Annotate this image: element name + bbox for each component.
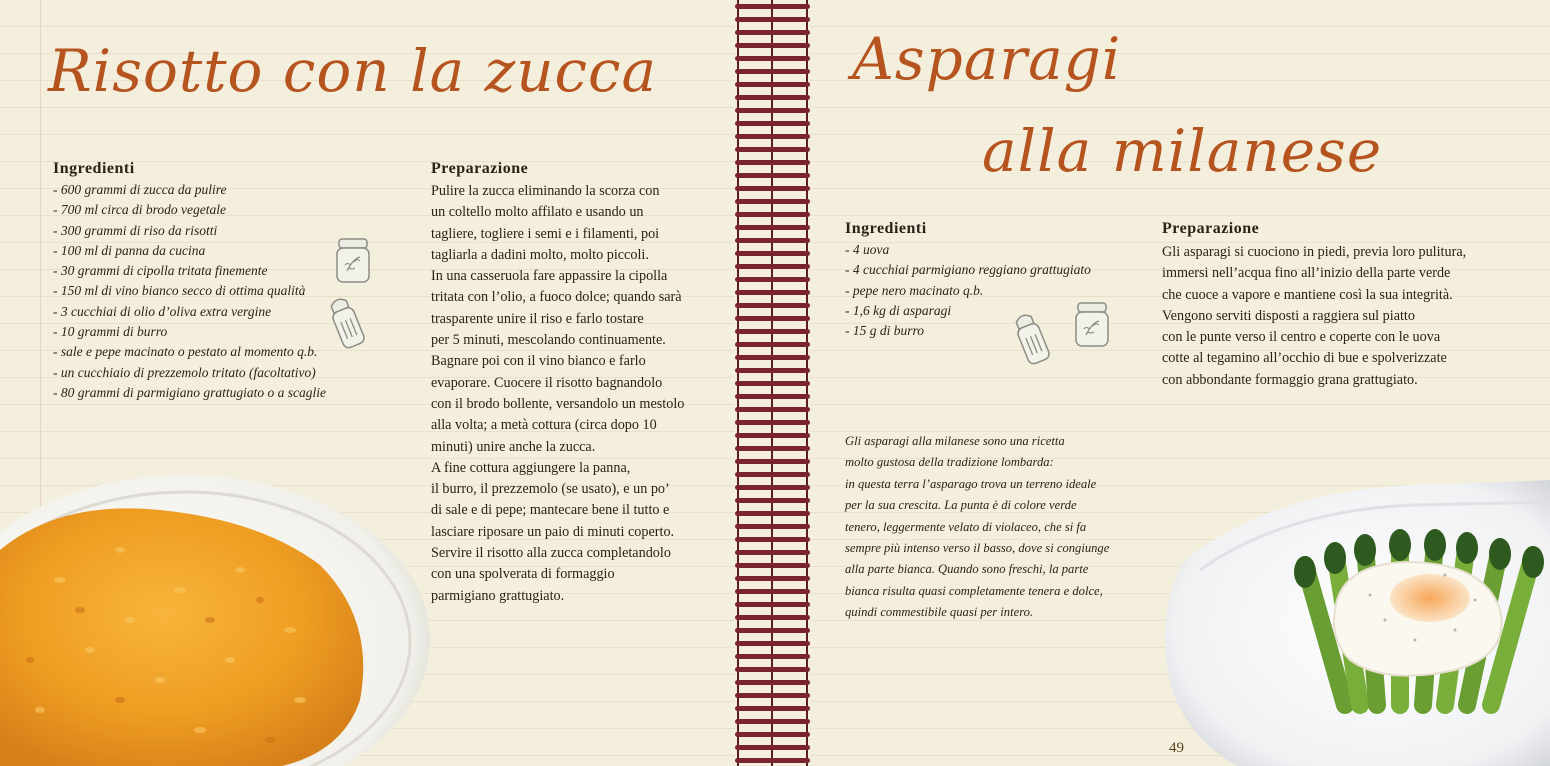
risotto-plate-image bbox=[0, 470, 430, 766]
text-line: - 100 ml di panna da cucina bbox=[53, 242, 206, 258]
text-line: - 700 ml circa di brodo vegetale bbox=[53, 202, 226, 218]
page-number: 49 bbox=[1169, 740, 1184, 756]
text-line: con abbondante formaggio grana grattugiato. bbox=[1162, 371, 1418, 388]
binding-stripe bbox=[735, 17, 810, 22]
text-line: di sale e di pepe; mantecare bene il tutto e bbox=[431, 502, 670, 519]
binding-stripe bbox=[735, 433, 810, 438]
text-line: con il brodo bollente, versandolo un mestolo bbox=[431, 395, 685, 412]
text-line: - 600 grammi di zucca da pulire bbox=[53, 182, 227, 197]
binding-stripe bbox=[735, 82, 810, 87]
text-line: alla volta; a metà cottura (circa dopo 10 bbox=[431, 417, 657, 434]
right-ingredients-heading: Ingredienti bbox=[845, 220, 927, 237]
binding-stripe bbox=[735, 485, 810, 490]
binding-stripes bbox=[735, 0, 810, 766]
binding-stripe bbox=[735, 758, 810, 763]
binding-stripe bbox=[735, 368, 810, 373]
binding-stripe bbox=[735, 43, 810, 48]
binding-stripe bbox=[735, 420, 810, 425]
binding-stripe bbox=[735, 108, 810, 113]
binding-stripe bbox=[735, 238, 810, 243]
binding-stripe bbox=[735, 251, 810, 256]
binding-stripe bbox=[735, 212, 810, 217]
text-line: che cuoce a vapore e mantiene così la sua integrità. bbox=[1162, 286, 1453, 303]
right-recipe-title-line-2: alla milanese bbox=[982, 117, 1383, 185]
text-line: Pulire la zucca eliminando la scorza con bbox=[431, 183, 660, 199]
binding-stripe bbox=[735, 719, 810, 724]
text-line: - 3 cucchiai di olio d’oliva extra vergine bbox=[53, 303, 272, 319]
binding-stripe bbox=[735, 563, 810, 568]
text-line: bianca risulta quasi completamente tenera e dolce, bbox=[845, 583, 1103, 598]
salt-shaker-icon bbox=[1008, 312, 1056, 368]
binding-stripe bbox=[735, 303, 810, 308]
binding-stripe bbox=[735, 121, 810, 126]
binding-stripe bbox=[735, 706, 810, 711]
text-line: In una casseruola fare appassire la cipolla bbox=[431, 268, 668, 285]
text-line: sempre più intenso verso il basso, dove si congiunge bbox=[845, 541, 1110, 556]
binding-stripe bbox=[735, 225, 810, 230]
binding-stripe bbox=[735, 680, 810, 685]
text-line: per la sua crescita. La punta è di colore verde bbox=[845, 498, 1077, 513]
binding-stripe bbox=[735, 550, 810, 555]
binding-stripe bbox=[735, 628, 810, 633]
binding-stripe bbox=[735, 199, 810, 204]
left-ingredients-heading: Ingredienti bbox=[53, 160, 135, 177]
left-preparation-heading: Preparazione bbox=[431, 160, 529, 177]
herb-jar-icon bbox=[1072, 301, 1112, 349]
left-ingredients-list bbox=[53, 180, 393, 403]
text-line: quindi commestibile quasi per intero. bbox=[845, 605, 1034, 620]
binding-stripe bbox=[735, 186, 810, 191]
binding-stripe bbox=[735, 667, 810, 672]
binding-stripe bbox=[735, 173, 810, 178]
binding-stripe bbox=[735, 95, 810, 100]
text-line: - 15 g di burro bbox=[845, 323, 925, 339]
text-line: con le punte verso il centro e coperte con le uova bbox=[1162, 329, 1441, 346]
binding-stripe bbox=[735, 30, 810, 35]
left-preparation-text bbox=[431, 181, 721, 607]
text-line: un coltello molto affilato e usando un bbox=[431, 204, 644, 221]
left-page bbox=[0, 0, 735, 766]
binding-stripe bbox=[735, 290, 810, 295]
text-line: cotte al tegamino all’occhio di bue e spolverizzate bbox=[1162, 350, 1447, 367]
binding-stripe bbox=[735, 56, 810, 61]
binding-stripe bbox=[735, 407, 810, 412]
binding-stripe bbox=[735, 654, 810, 659]
right-page bbox=[810, 0, 1550, 766]
book-spine bbox=[735, 0, 810, 766]
binding-stripe bbox=[735, 147, 810, 152]
text-line: - un cucchiaio di prezzemolo tritato (facoltativo) bbox=[53, 364, 316, 380]
text-line: tenero, leggermente velato di violaceo, che si fa bbox=[845, 519, 1087, 534]
text-line: evaporare. Cuocere il risotto bagnandolo bbox=[431, 374, 663, 391]
text-line: Gli asparagi si cuociono in piedi, previa loro pulitura, bbox=[1162, 244, 1467, 260]
text-line: - 10 grammi di burro bbox=[53, 324, 168, 340]
right-recipe-title-line-1: Asparagi bbox=[852, 25, 1122, 93]
binding-stripe bbox=[735, 264, 810, 269]
right-preparation-text bbox=[1162, 242, 1532, 391]
binding-stripe bbox=[735, 693, 810, 698]
text-line: Bagnare poi con il vino bianco e farlo bbox=[431, 353, 646, 370]
binding-stripe bbox=[735, 342, 810, 347]
salt-shaker-icon bbox=[323, 296, 371, 352]
text-line: - 80 grammi di parmigiano grattugiato o a scaglie bbox=[53, 384, 326, 400]
right-preparation-heading: Preparazione bbox=[1162, 220, 1260, 237]
binding-stripe bbox=[735, 511, 810, 516]
binding-stripe bbox=[735, 394, 810, 399]
text-line: tritata con l’olio, a fuoco dolce; quando sarà bbox=[431, 289, 682, 306]
binding-stripe bbox=[735, 459, 810, 464]
binding-stripe bbox=[735, 732, 810, 737]
binding-stripe bbox=[735, 537, 810, 542]
text-line: tagliarla a dadini molto, molto piccoli. bbox=[431, 246, 649, 263]
text-line: Gli asparagi alla milanese sono una ricetta bbox=[845, 434, 1065, 448]
text-line: - 4 cucchiai parmigiano reggiano grattugiato bbox=[845, 262, 1091, 278]
binding-stripe bbox=[735, 589, 810, 594]
text-line: trasparente unire il riso e farlo tostare bbox=[431, 310, 644, 327]
text-line: molto gustosa della tradizione lombarda: bbox=[845, 455, 1054, 470]
binding-stripe bbox=[735, 576, 810, 581]
right-note-text bbox=[845, 431, 1145, 624]
text-line: - 4 uova bbox=[845, 242, 890, 257]
binding-stripe bbox=[735, 472, 810, 477]
text-line: - pepe nero macinato q.b. bbox=[845, 282, 984, 298]
binding-stripe bbox=[735, 316, 810, 321]
binding-stripe bbox=[735, 4, 810, 9]
binding-stripe bbox=[735, 524, 810, 529]
binding-stripe bbox=[735, 446, 810, 451]
binding-stripe bbox=[735, 745, 810, 750]
text-line: il burro, il prezzemolo (se usato), e un po’ bbox=[431, 481, 670, 498]
binding-stripe bbox=[735, 160, 810, 165]
text-line: Vengono serviti disposti a raggiera sul piatto bbox=[1162, 307, 1415, 324]
binding-stripe bbox=[735, 134, 810, 139]
text-line: - 150 ml di vino bianco secco di ottima qualità bbox=[53, 283, 306, 299]
binding-stripe bbox=[735, 602, 810, 607]
text-line: - 30 grammi di cipolla tritata finemente bbox=[53, 263, 268, 279]
text-line: Servire il risotto alla zucca completandolo bbox=[431, 545, 671, 562]
text-line: A fine cottura aggiungere la panna, bbox=[431, 459, 631, 476]
text-line: - sale e pepe macinato o pestato al momento q.b. bbox=[53, 344, 318, 360]
text-line: immersi nell’acqua fino all’inizio della parte verde bbox=[1162, 265, 1451, 282]
text-line: - 300 grammi di riso da risotti bbox=[53, 222, 218, 238]
binding-stripe bbox=[735, 69, 810, 74]
herb-jar-icon bbox=[333, 237, 373, 285]
binding-stripe bbox=[735, 498, 810, 503]
binding-stripe bbox=[735, 641, 810, 646]
text-line: lasciare riposare un paio di minuti coperto. bbox=[431, 523, 675, 540]
text-line: in questa terra l’asparago trova un terreno ideale bbox=[845, 476, 1097, 491]
binding-stripe bbox=[735, 381, 810, 386]
binding-stripe bbox=[735, 329, 810, 334]
binding-stripe bbox=[735, 355, 810, 360]
asparagus-plate-image bbox=[1155, 470, 1550, 766]
text-line: tagliere, togliere i semi e i filamenti, poi bbox=[431, 225, 660, 242]
text-line: minuti) unire anche la zucca. bbox=[431, 438, 596, 455]
text-line: parmigiano grattugiato. bbox=[431, 587, 565, 604]
left-recipe-title: Risotto con la zucca bbox=[48, 37, 658, 105]
text-line: alla parte bianca. Quando sono freschi, la parte bbox=[845, 562, 1089, 577]
binding-stripe bbox=[735, 277, 810, 282]
text-line: con una spolverata di formaggio bbox=[431, 566, 615, 583]
text-line: - 1,6 kg di asparagi bbox=[845, 302, 952, 318]
text-line: per 5 minuti, mescolando continuamente. bbox=[431, 332, 666, 349]
binding-stripe bbox=[735, 615, 810, 620]
